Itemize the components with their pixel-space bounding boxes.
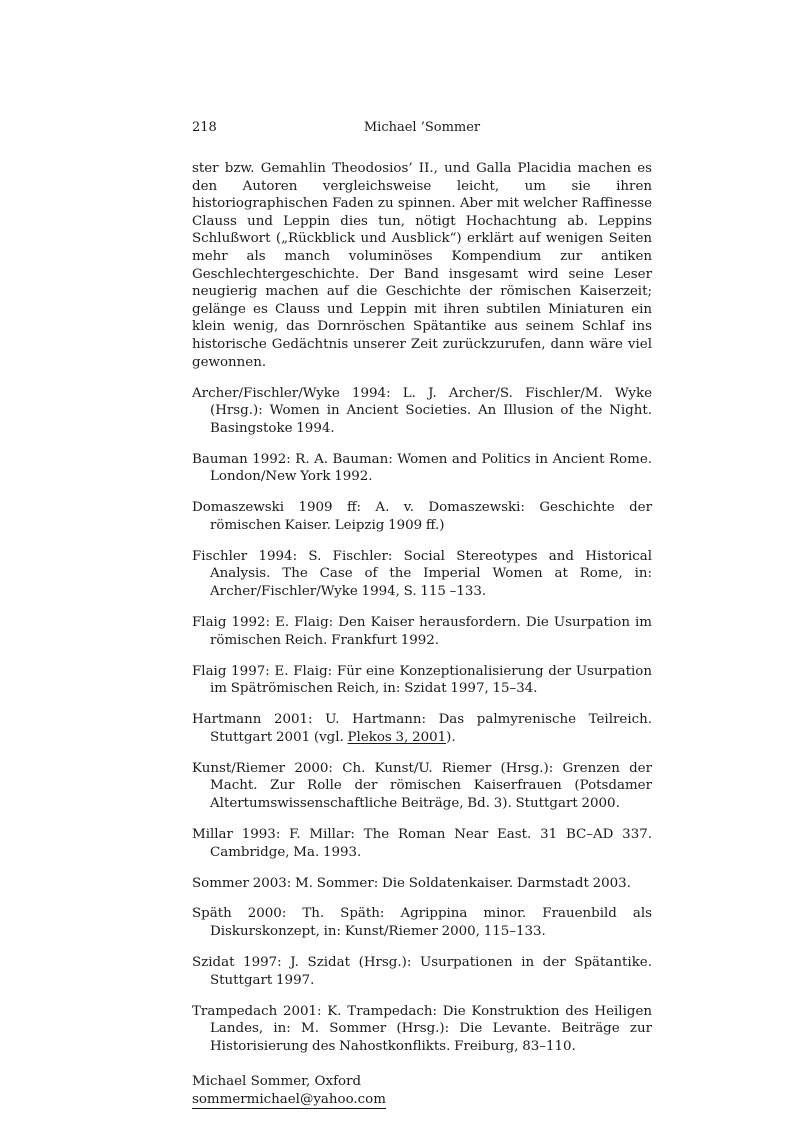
reference-item: Domaszewski 1909 ff: A. v. Domaszewski: Geschichte der römischen Kaiser. Leipzig 1909 ff.) [192, 500, 652, 533]
page [192, 118, 652, 1109]
reference-item: Flaig 1997: E. Flaig: Für eine Konzeptionalisierung der Usurpation im Spätrömischen Reich, in: Szidat 1997, 15–34. [192, 663, 652, 697]
reference-item: Szidat 1997: J. Szidat (Hrsg.): Usurpationen in der Spätantike. Stuttgart 1997. [192, 955, 652, 988]
author-email-link[interactable]: sommermichael@yahoo.com [192, 1092, 386, 1108]
reference-item: Bauman 1992: R. A. Bauman: Women and Politics in Ancient Rome. London/New York 1992. [192, 451, 652, 485]
reference-item: Kunst/Riemer 2000: Ch. Kunst/U. Riemer (Hrsg.): Grenzen der Macht. Zur Rolle der römischen Kaiserfrauen (Potsdamer Altertumswissenschaftliche Beiträge, Bd. 3). Stuttgart 2000. [192, 760, 652, 811]
reference-item: Hartmann 2001: U. Hartmann: Das palmyrenische Teilreich. Stuttgart 2001 (vgl. Plekos 3, 2001). [192, 712, 652, 745]
reference-item: Späth 2000: Th. Späth: Agrippina minor. Frauenbild als Diskurskonzept, in: Kunst/Riemer 2000, 115–133. [192, 906, 652, 940]
reference-item: Millar 1993: F. Millar: The Roman Near East. 31 BC–AD 337. Cambridge, Ma. 1993. [192, 826, 652, 860]
author-name: Michael Sommer, Oxford [192, 1074, 362, 1090]
plekos-link[interactable]: Plekos 3, 2001 [347, 729, 447, 745]
body-paragraph: ster bzw. Gemahlin Theodosios’ II., und Galla Placidia machen es den Autoren vergleichsweise leicht, um sie ihren historiographischen Faden zu spinnen. Aber mit welcher Raffinesse Clauss und Leppin dies tun, nötigt Hochachtung ab. Leppins Schlußwort („Rückblick und Ausblick“) erklärt auf wenigen Seiten mehr als manch voluminöses Kompendium zur antiken Geschlechtergeschichte. Der Band insgesamt wird seine Leser neugierig machen auf die Geschichte der römischen Kaiserzeit; gelänge es Clauss und Leppin mit ihren subtilen Miniaturen ein klein wenig, das Dornröschen Spätantike aus seinem Schlaf ins historische Gedächtnis unserer Zeit zurückzurufen, dann wäre viel gewonnen. [192, 161, 652, 370]
reference-item: Trampedach 2001: K. Trampedach: Die Konstruktion des Heiligen Landes, in: M. Sommer (Hrsg.): Die Levante. Beiträge zur Historisierung des Nahostkonflikts. Freiburg, 83–110. [192, 1003, 652, 1054]
bibliography [192, 385, 652, 1056]
page-header [192, 118, 652, 138]
reference-item: Flaig 1992: E. Flaig: Den Kaiser herausfordern. Die Usurpation im römischen Reich. Frankfurt 1992. [192, 615, 652, 648]
reference-item: Fischler 1994: S. Fischler: Social Stereotypes and Historical Analysis. The Case of the Imperial Women at Rome, in: Archer/Fischler/Wyke 1994, S. 115 –133. [192, 548, 652, 600]
reference-item: Archer/Fischler/Wyke 1994: L. J. Archer/S. Fischler/M. Wyke (Hrsg.): Women in Ancient Societies. An Illusion of the Night. Basingstoke 1994. [192, 385, 652, 436]
running-head: Michael ’Sommer [363, 120, 481, 135]
reference-item: Sommer 2003: M. Sommer: Die Soldatenkaiser. Darmstadt 2003. [192, 875, 631, 891]
page-number: 218 [192, 120, 217, 135]
author-signature [192, 1073, 652, 1109]
